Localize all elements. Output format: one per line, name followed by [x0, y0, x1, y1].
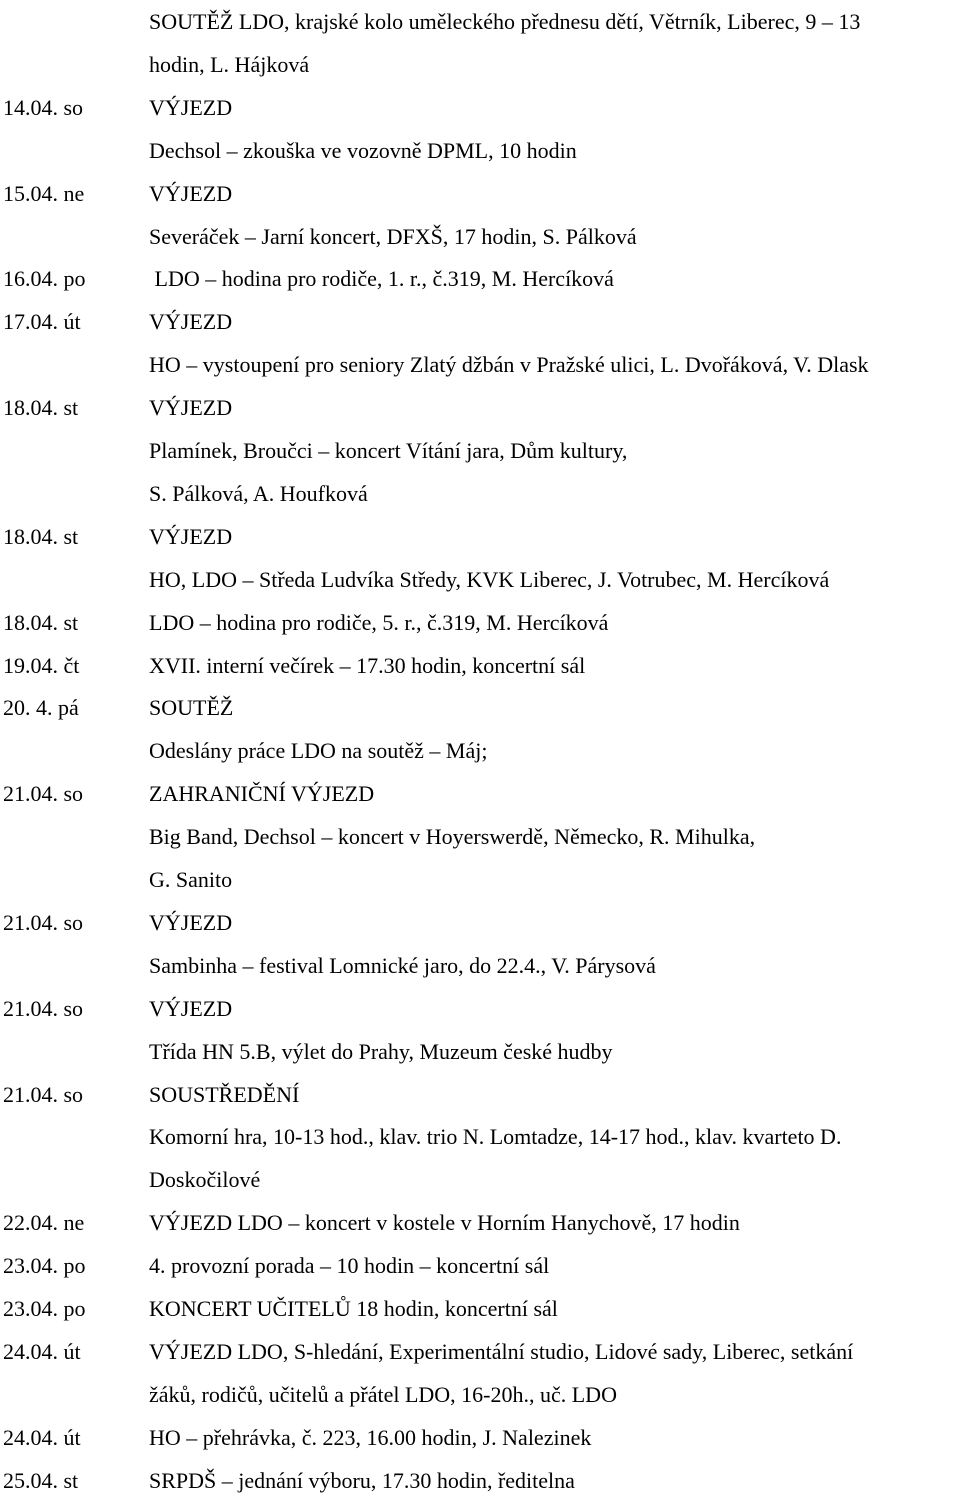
schedule-line	[0, 603, 960, 643]
entry-date: 18.04. st	[3, 609, 79, 635]
schedule-line	[0, 88, 960, 128]
entry-text: VÝJEZD	[149, 523, 233, 549]
entry-date: 25.04. st	[3, 1467, 79, 1493]
entry-text: Sambinha – festival Lomnické jaro, do 22.4., V. Párysová	[149, 952, 656, 978]
entry-text: S. Pálková, A. Houfková	[149, 480, 368, 506]
schedule-line	[0, 2, 960, 42]
entry-text: Komorní hra, 10-13 hod., klav. trio N. Lomtadze, 14-17 hod., klav. kvarteto D.	[149, 1124, 842, 1150]
entry-text: VÝJEZD	[149, 995, 233, 1021]
entry-text: Třída HN 5.B, výlet do Prahy, Muzeum české hudby	[149, 1038, 613, 1064]
schedule-line	[0, 860, 960, 900]
entry-text: VÝJEZD	[149, 180, 233, 206]
schedule-line	[0, 903, 960, 943]
entry-text: žáků, rodičů, učitelů a přátel LDO, 16-20h., uč. LDO	[149, 1381, 617, 1407]
entry-date: 21.04. so	[3, 995, 84, 1021]
schedule-line	[0, 688, 960, 728]
schedule-line	[0, 1203, 960, 1243]
entry-text: VÝJEZD	[149, 309, 233, 335]
schedule-line	[0, 1418, 960, 1458]
entry-text: VÝJEZD	[149, 94, 233, 120]
entry-text: Doskočilové	[149, 1167, 261, 1193]
entry-text: SOUTĚŽ LDO, krajské kolo uměleckého přednesu dětí, Větrník, Liberec, 9 – 13	[149, 9, 861, 34]
entry-text: VÝJEZD	[149, 395, 233, 421]
schedule-line	[0, 1461, 960, 1501]
entry-text: HO – přehrávka, č. 223, 16.00 hodin, J. Nalezinek	[149, 1424, 592, 1450]
entry-text: SOUTĚŽ	[149, 695, 234, 721]
entry-date: 16.04. po	[3, 266, 86, 292]
schedule-line	[0, 131, 960, 171]
entry-text: HO, LDO – Středa Ludvíka Středy, KVK Liberec, J. Votrubec, M. Hercíková	[149, 566, 830, 592]
schedule-line	[0, 1289, 960, 1329]
entry-date: 23.04. po	[3, 1253, 86, 1279]
schedule-line	[0, 1117, 960, 1157]
schedule-line	[0, 1160, 960, 1200]
schedule-line	[0, 646, 960, 686]
schedule-line	[0, 731, 960, 771]
entry-date: 18.04. st	[3, 395, 79, 421]
entry-text: VÝJEZD LDO, S-hledání, Experimentální studio, Lidové sady, Liberec, setkání	[149, 1338, 854, 1364]
schedule-line	[0, 431, 960, 471]
schedule-line	[0, 1332, 960, 1372]
schedule-line	[0, 174, 960, 214]
entry-text: SRPDŠ – jednání výboru, 17.30 hodin, ředitelna	[149, 1467, 575, 1493]
entry-text: G. Sanito	[149, 867, 233, 892]
entry-date: 17.04. út	[3, 309, 81, 335]
schedule-line	[0, 259, 960, 299]
schedule-line	[0, 1246, 960, 1286]
entry-text: 4. provozní porada – 10 hodin – koncertní sál	[149, 1253, 550, 1279]
schedule-line	[0, 217, 960, 257]
schedule-line	[0, 474, 960, 514]
entry-text: VÝJEZD LDO – koncert v kostele v Horním Hanychově, 17 hodin	[149, 1210, 740, 1236]
schedule-line	[0, 302, 960, 342]
schedule-line	[0, 946, 960, 986]
schedule-line	[0, 989, 960, 1029]
entry-text: Big Band, Dechsol – koncert v Hoyerswerdě, Německo, R. Mihulka,	[149, 824, 756, 850]
entry-text: LDO – hodina pro rodiče, 1. r., č.319, M. Hercíková	[149, 266, 614, 292]
entry-text: VÝJEZD	[149, 909, 233, 935]
entry-date: 20. 4. pá	[3, 695, 79, 721]
entry-text: hodin, L. Hájková	[149, 51, 310, 77]
schedule-line	[0, 388, 960, 428]
entry-text: KONCERT UČITELŮ 18 hodin, koncertní sál	[149, 1296, 558, 1321]
schedule-line	[0, 1075, 960, 1115]
entry-date: 21.04. so	[3, 1081, 84, 1107]
schedule-line	[0, 1032, 960, 1072]
schedule-line	[0, 774, 960, 814]
entry-text: LDO – hodina pro rodiče, 5. r., č.319, M. Hercíková	[149, 609, 609, 635]
entry-date: 19.04. čt	[3, 652, 80, 678]
entry-text: Dechsol – zkouška ve vozovně DPML, 10 hodin	[149, 137, 577, 163]
entry-date: 24.04. út	[3, 1424, 81, 1450]
entry-text: ZAHRANIČNÍ VÝJEZD	[149, 781, 375, 807]
entry-date: 15.04. ne	[3, 180, 85, 206]
entry-text: HO – vystoupení pro seniory Zlatý džbán v Pražské ulici, L. Dvořáková, V. Dlask	[149, 352, 869, 378]
schedule-line	[0, 1375, 960, 1415]
entry-date: 24.04. út	[3, 1338, 81, 1364]
entry-text: XVII. interní večírek – 17.30 hodin, koncertní sál	[149, 652, 586, 678]
entry-date: 14.04. so	[3, 94, 84, 120]
entry-text: SOUSTŘEDĚNÍ	[149, 1081, 300, 1107]
entry-date: 21.04. so	[3, 781, 84, 807]
schedule-line	[0, 345, 960, 385]
entry-date: 21.04. so	[3, 909, 84, 935]
entry-date: 22.04. ne	[3, 1210, 85, 1236]
schedule-line	[0, 517, 960, 557]
entry-text: Severáček – Jarní koncert, DFXŠ, 17 hodin, S. Pálková	[149, 223, 637, 249]
entry-text: Odeslány práce LDO na soutěž – Máj;	[149, 738, 488, 764]
schedule-line	[0, 45, 960, 85]
schedule-line	[0, 560, 960, 600]
entry-date: 18.04. st	[3, 523, 79, 549]
schedule-line	[0, 817, 960, 857]
entry-date: 23.04. po	[3, 1296, 86, 1321]
entry-text: Plamínek, Broučci – koncert Vítání jara, Dům kultury,	[149, 438, 628, 463]
